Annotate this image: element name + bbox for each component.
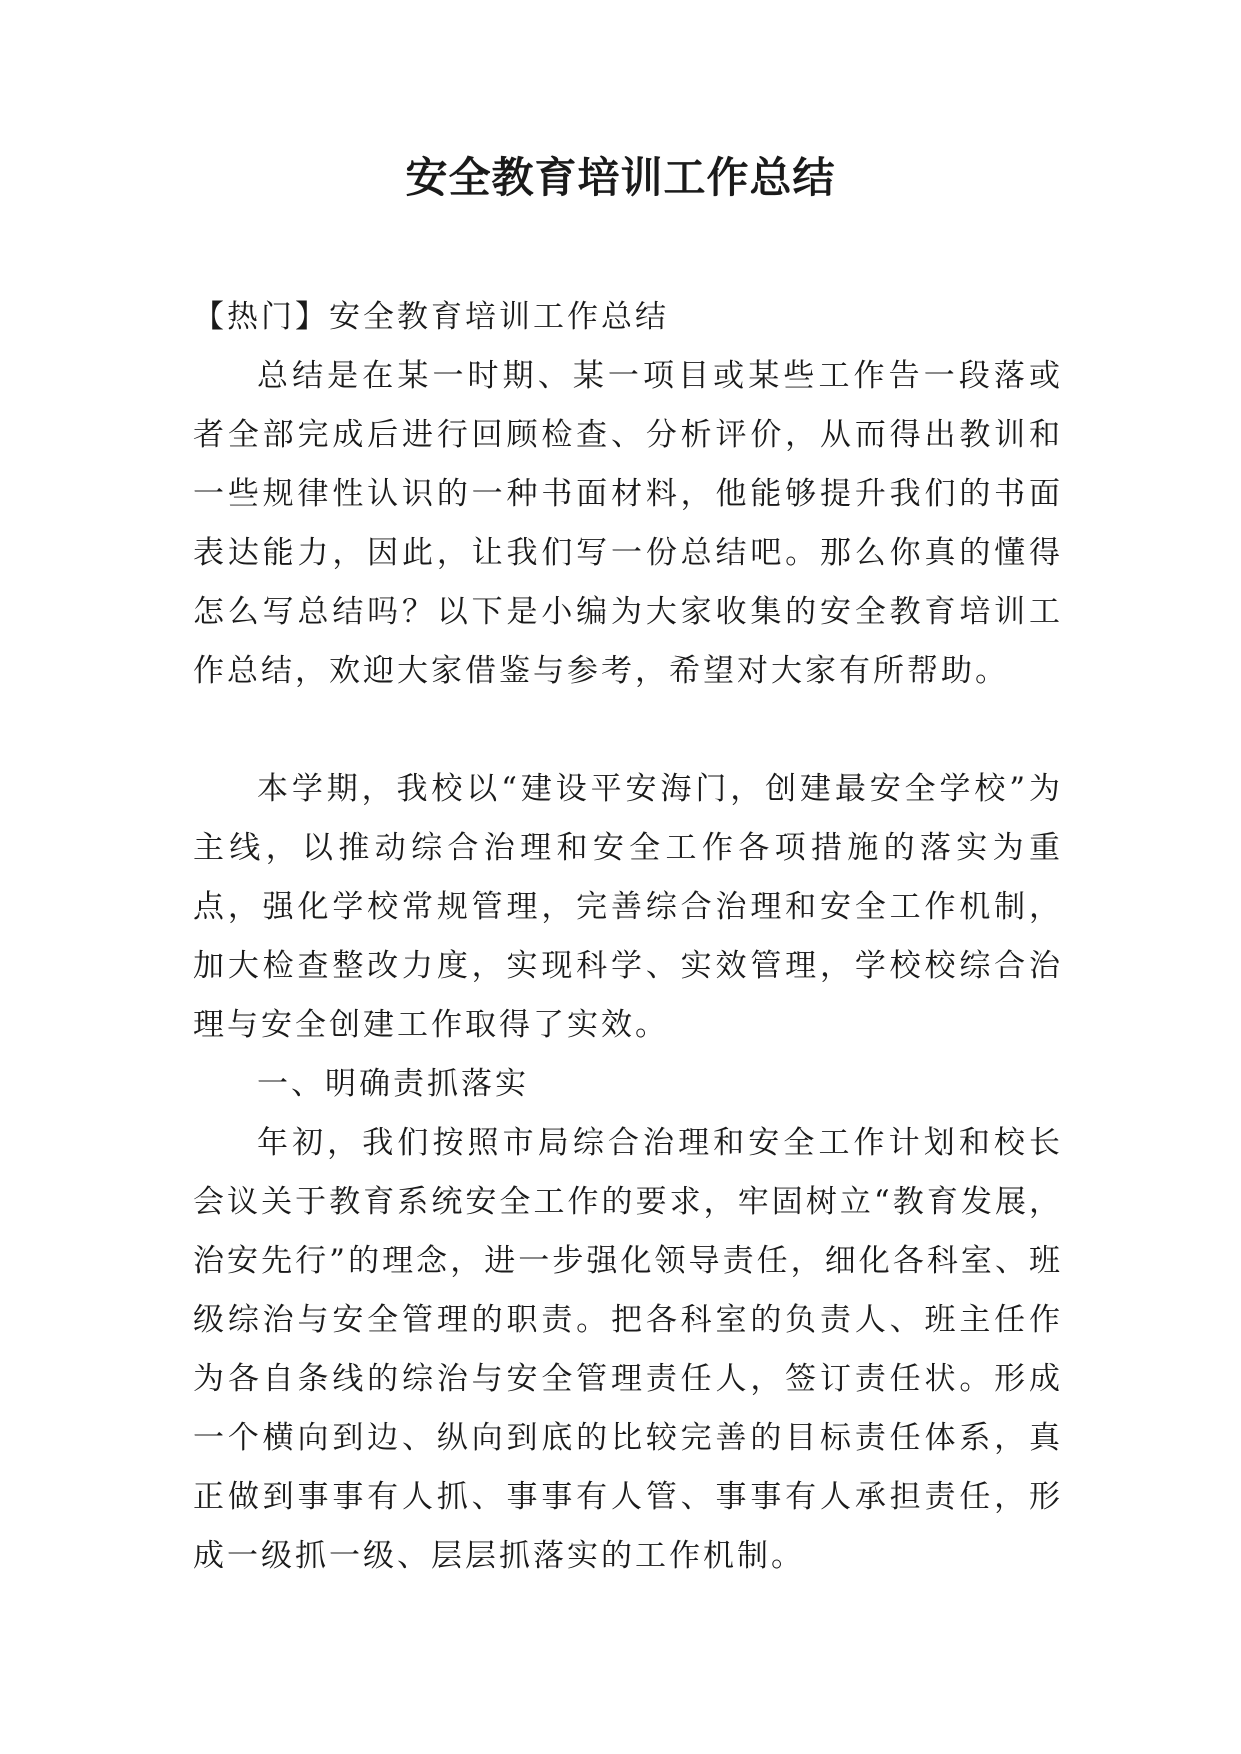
document-subtitle: 【热门】安全教育培训工作总结 [193, 299, 669, 335]
paragraph-spacer [193, 701, 1063, 760]
body-paragraph-2: 年初，我们按照市局综合治理和安全工作计划和校长会议关于教育系统安全工作的要求，牢固树立“教育发展，治安先行”的理念，进一步强化领导责任，细化各科室、班级综治与安全管理的职责。把各科室的负责人、班主任作为各自条线的综治与安全管理责任人，签订责任状。形成一个横向到边、纵向到底的比较完善的目标责任体系，真正做到事事有人抓、事事有人管、事事有人承担责任，形成一级抓一级、层层抓落实的工作机制。 [193, 1125, 1063, 1574]
intro-paragraph: 总结是在某一时期、某一项目或某些工作告一段落或者全部完成后进行回顾检查、分析评价，从而得出教训和一些规律性认识的一种书面材料，他能够提升我们的书面表达能力，因此，让我们写一份总结吧。那么你真的懂得怎么写总结吗？以下是小编为大家收集的安全教育培训工作总结，欢迎大家借鉴与参考，希望对大家有所帮助。 [193, 358, 1063, 689]
document-body [193, 288, 1063, 1586]
document-title: 安全教育培训工作总结 [405, 153, 836, 202]
section-heading-1: 一、明确责抓落实 [257, 1066, 529, 1102]
body-paragraph-1: 本学期，我校以“建设平安海门，创建最安全学校”为主线，以推动综合治理和安全工作各项措施的落实为重点，强化学校常规管理，完善综合治理和安全工作机制，加大检查整改力度，实现科学、实效管理，学校校综合治理与安全创建工作取得了实效。 [193, 771, 1063, 1043]
